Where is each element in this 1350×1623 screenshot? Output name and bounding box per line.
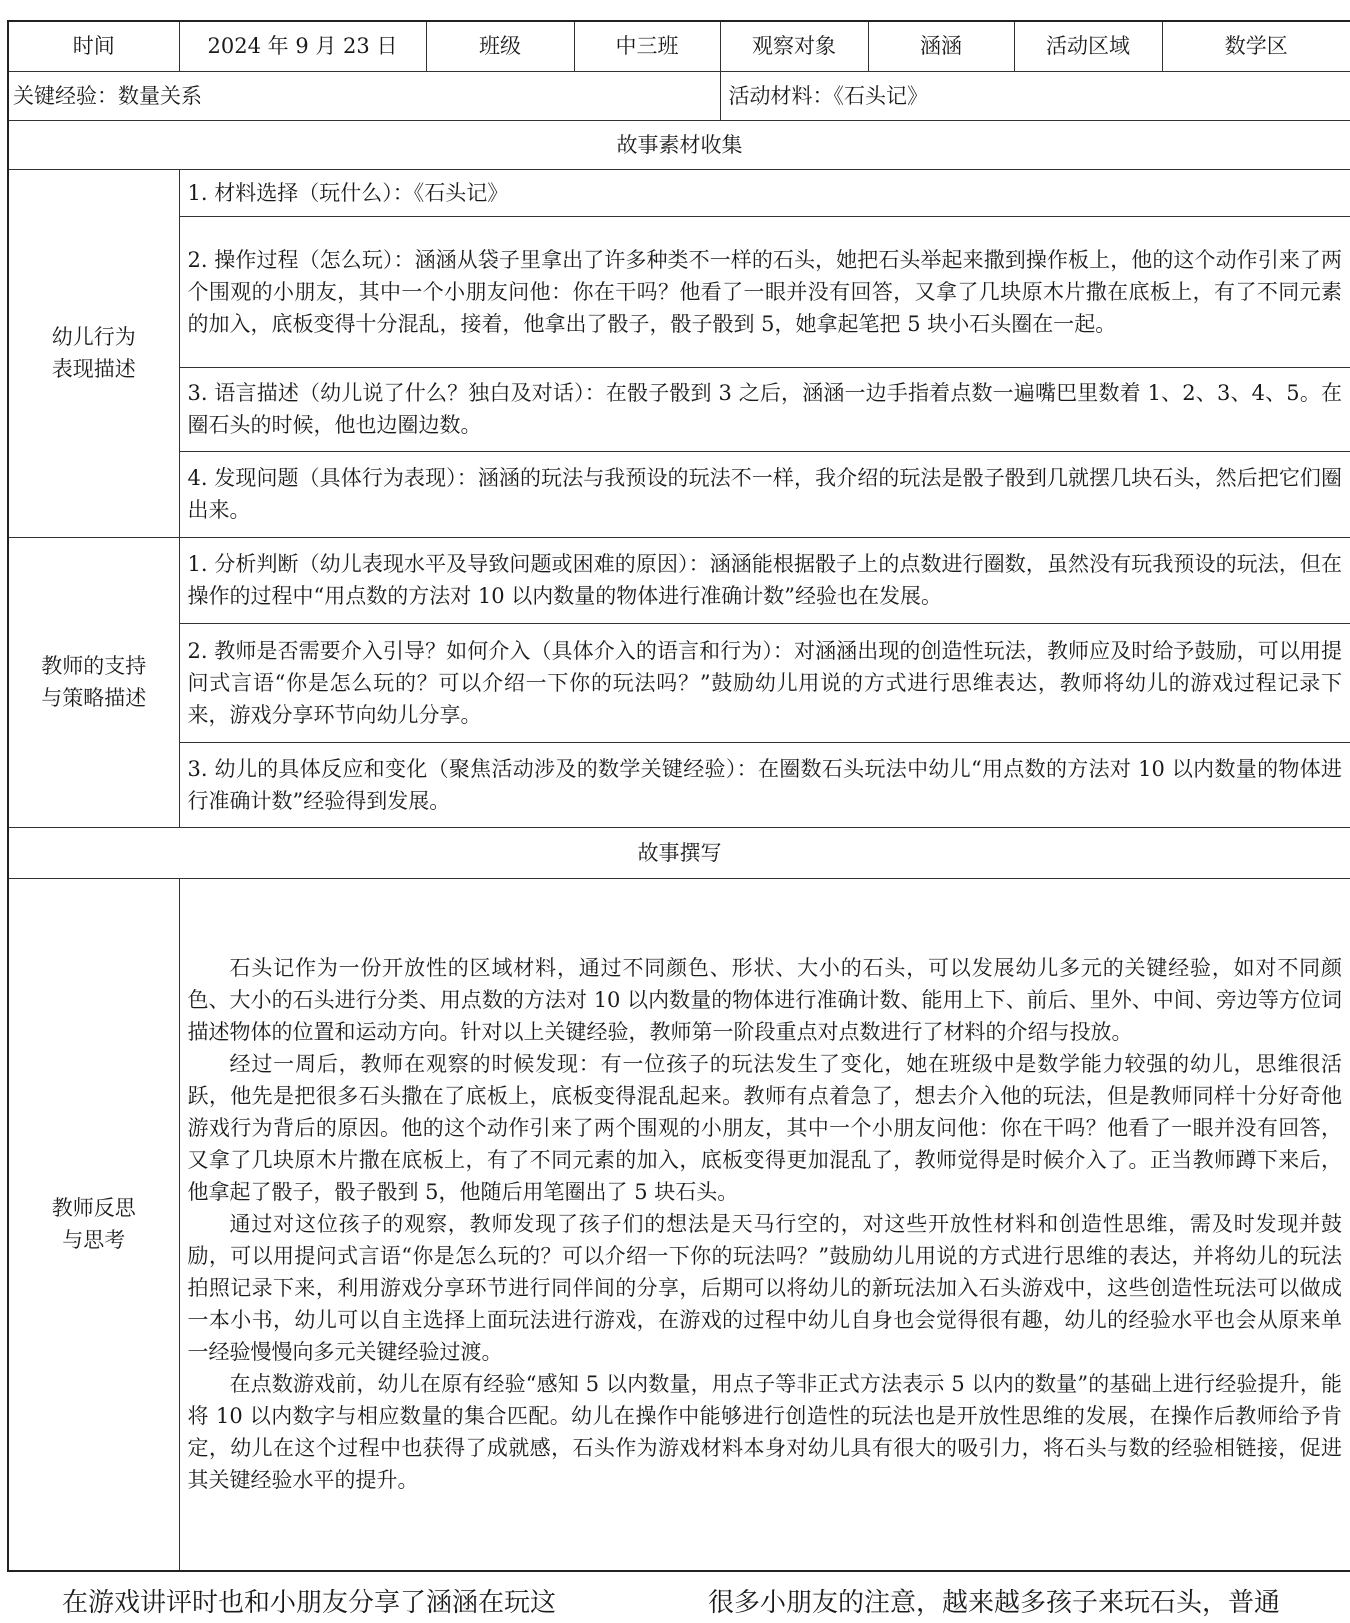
behavior-label-line2: 表现描述 — [51, 357, 136, 381]
behavior-item-4: 4. 发现问题（具体行为表现）：涵涵的玩法与我预设的玩法不一样，我介绍的玩法是骰子骰到几就摆几块石头，然后把它们圈出来。 — [179, 451, 1350, 537]
behavior-row-2 — [8, 216, 1350, 367]
support-row-2 — [8, 623, 1350, 742]
bottom-cut-text — [0, 1583, 1350, 1623]
header-row — [8, 21, 1350, 71]
support-label — [8, 537, 179, 827]
bottom-right-text: 很多小朋友的注意，越来越多孩子来玩石头，普通 — [708, 1588, 1281, 1618]
subject-value: 涵涵 — [868, 21, 1014, 71]
behavior-item-2: 2. 操作过程（怎么玩）：涵涵从袋子里拿出了许多种类不一样的石头，她把石头举起来撒到操作板上，他的这个动作引来了两个围观的小朋友，其中一个小朋友问他：你在干吗？他看了一眼并没有回答，又拿了几块原木片撒在底板上，有了不同元素的加入，底板变得十分混乱，接着，他拿出了骰子，骰子骰到 5，她拿起笔把 5 块小石头圈在一起。 — [179, 216, 1350, 367]
behavior-row-3 — [8, 367, 1350, 451]
activity-materials: 活动材料：《石头记》 — [720, 71, 1350, 120]
section-write-row — [8, 827, 1350, 878]
behavior-row-1 — [8, 169, 1350, 216]
page-title-cut — [0, 0, 1350, 6]
support-item-2: 2. 教师是否需要介入引导？如何介入（具体介入的语言和行为）：对涵涵出现的创造性玩法，教师应及时给予鼓励，可以用提问式言语“你是怎么玩的？可以介绍一下你的玩法吗？”鼓励幼儿用说的方式进行思维表达，教师将幼儿的游戏过程记录下来，游戏分享环节向幼儿分享。 — [179, 623, 1350, 742]
class-label: 班级 — [426, 21, 574, 71]
reflection-row — [8, 878, 1350, 1571]
area-label: 活动区域 — [1014, 21, 1162, 71]
reflection-paragraph-1: 石头记作为一份开放性的区域材料，通过不同颜色、形状、大小的石头，可以发展幼儿多元的关键经验，如对不同颜色、大小的石头进行分类、用点数的方法对 10 以内数量的物体进行准确计数、能用上下、前后、里外、中间、旁边等方位词描述物体的位置和运动方向。针对以上关键经验，教师第一阶段重点对点数进行了材料的介绍与投放。 — [187, 956, 1342, 1045]
key-experience: 关键经验：数量关系 — [8, 71, 720, 120]
reflection-paragraph-4: 在点数游戏前，幼儿在原有经验“感知 5 以内数量，用点子等非正式方法表示 5 以内的数量”的基础上进行经验提升，能将 10 以内数字与相应数量的集合匹配。幼儿在操作中能够进行创造性的玩法也是开放性思维的发展，在操作后教师给予肯定，幼儿在这个过程中也获得了成就感，石头作为游戏材料本身对幼儿具有很大的吸引力，将石头与数的经验相链接，促进其关键经验水平的提升。 — [187, 1372, 1342, 1493]
reflection-essay — [179, 878, 1350, 1571]
reflection-paragraph-3: 通过对这位孩子的观察，教师发现了孩子们的想法是天马行空的，对这些开放性材料和创造性思维，需及时发现并鼓励，可以用提问式言语“你是怎么玩的？可以介绍一下你的玩法吗？”鼓励幼儿用说的方式进行思维的表达，并将幼儿的玩法拍照记录下来，利用游戏分享环节进行同伴间的分享，后期可以将幼儿的新玩法加入石头游戏中，这些创造性玩法可以做成一本小书，幼儿可以自主选择上面玩法进行游戏，在游戏的过程中幼儿自身也会觉得很有趣，幼儿的经验水平也会从原来单一经验慢慢向多元关键经验过渡。 — [187, 1212, 1342, 1365]
behavior-item-3: 3. 语言描述（幼儿说了什么？独白及对话）：在骰子骰到 3 之后，涵涵一边手指着点数一遍嘴巴里数着 1、2、3、4、5。在圈石头的时候，他也边圈边数。 — [179, 367, 1350, 451]
reflection-paragraph-2: 经过一周后，教师在观察的时候发现：有一位孩子的玩法发生了变化，她在班级中是数学能力较强的幼儿，思维很活跃，他先是把很多石头撒在了底板上，底板变得混乱起来。教师有点着急了，想去介入他的玩法，但是教师同样十分好奇他游戏行为背后的原因。他的这个动作引来了两个围观的小朋友，其中一个小朋友问他：你在干吗？他看了一眼并没有回答，又拿了几块原木片撒在底板上，有了不同元素的加入，底板变得更加混乱了，教师觉得是时候介入了。正当教师蹲下来后，他拿起了骰子，骰子骰到 5，他随后用笔圈出了 5 块石头。 — [187, 1052, 1342, 1205]
time-label: 时间 — [8, 21, 179, 71]
behavior-label-line1: 幼儿行为 — [51, 325, 136, 349]
reflection-label-line2: 与思考 — [62, 1228, 126, 1253]
experience-row — [8, 71, 1350, 120]
class-value: 中三班 — [574, 21, 720, 71]
behavior-label — [8, 169, 179, 537]
section-title-collect: 故事素材收集 — [8, 120, 1350, 169]
observation-record-table — [7, 20, 1350, 1572]
section-collect-row — [8, 120, 1350, 169]
behavior-row-4 — [8, 451, 1350, 537]
support-item-1: 1. 分析判断（幼儿表现水平及导致问题或困难的原因）：涵涵能根据骰子上的点数进行圈数，虽然没有玩我预设的玩法，但在操作的过程中“用点数的方法对 10 以内数量的物体进行准确计数”经验也在发展。 — [179, 537, 1350, 623]
support-label-line1: 教师的支持 — [41, 654, 147, 678]
support-item-3: 3. 幼儿的具体反应和变化（聚焦活动涉及的数学关键经验）：在圈数石头玩法中幼儿“用点数的方法对 10 以内数量的物体进行准确计数”经验得到发展。 — [179, 742, 1350, 827]
section-title-write: 故事撰写 — [8, 827, 1350, 878]
area-value: 数学区 — [1162, 21, 1350, 71]
bottom-left-text: 在游戏讲评时也和小朋友分享了涵涵在玩这 — [62, 1588, 557, 1618]
support-label-line2: 与策略描述 — [41, 686, 147, 710]
behavior-item-1: 1. 材料选择（玩什么）：《石头记》 — [179, 169, 1350, 216]
reflection-label-line1: 教师反思 — [51, 1196, 136, 1221]
time-value: 2024 年 9 月 23 日 — [179, 21, 426, 71]
reflection-label — [8, 878, 179, 1571]
support-row-3 — [8, 742, 1350, 827]
subject-label: 观察对象 — [720, 21, 868, 71]
support-row-1 — [8, 537, 1350, 623]
